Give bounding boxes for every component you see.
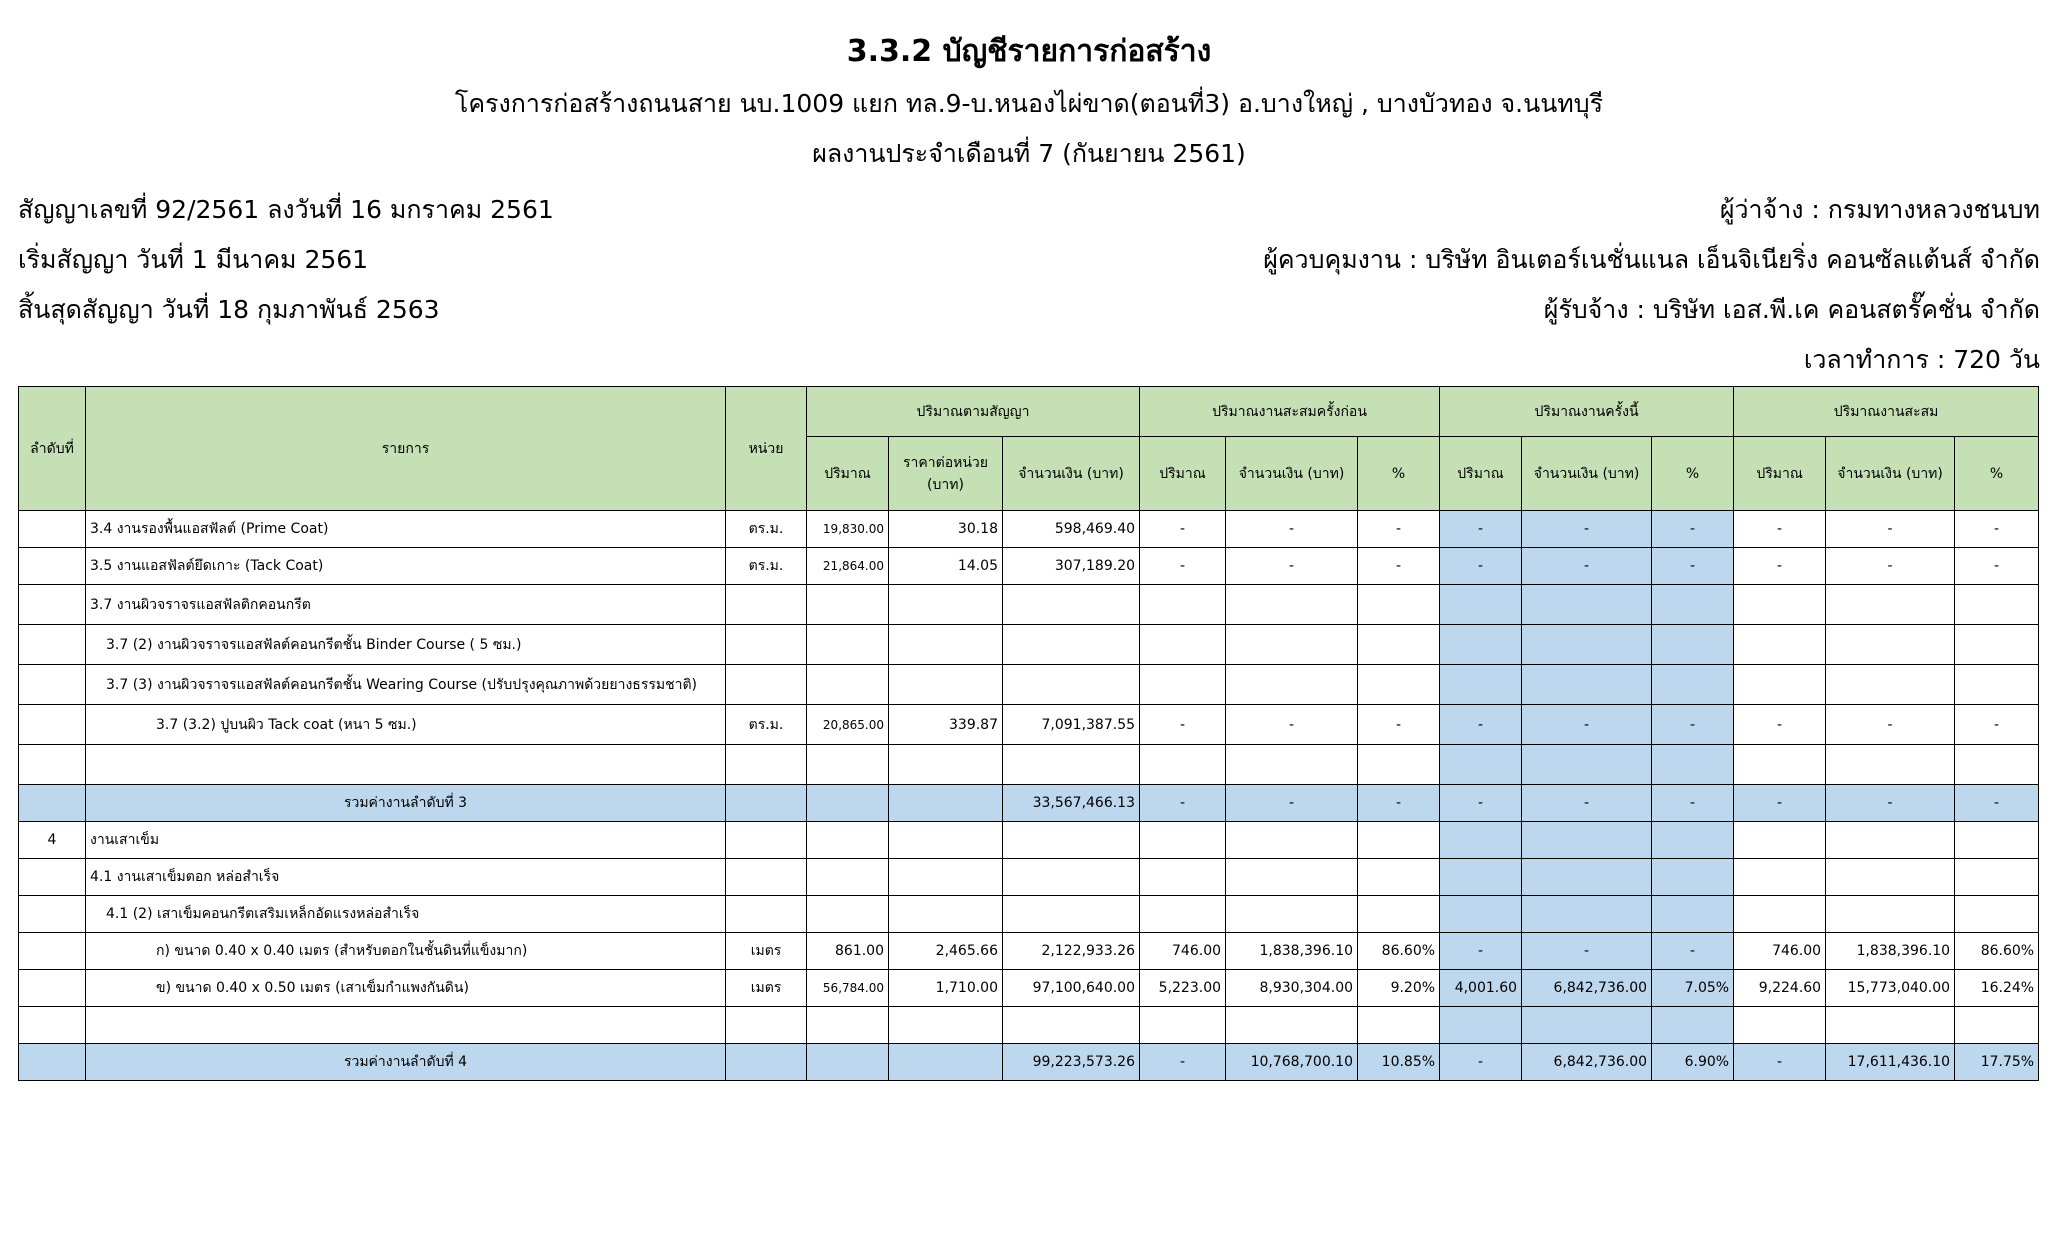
table-row-empty bbox=[19, 745, 2039, 785]
this-qty: 4,001.60 bbox=[1440, 970, 1522, 1007]
unit-price: 2,465.66 bbox=[889, 933, 1003, 970]
cum-qty: - bbox=[1734, 785, 1826, 822]
work-duration: เวลาทำการ : 720 วัน bbox=[1803, 345, 2040, 374]
subtotal-row-4 bbox=[19, 1044, 2039, 1081]
col-contract-qty: ปริมาณ bbox=[807, 437, 889, 511]
contract-amount: 307,189.20 bbox=[1003, 548, 1140, 585]
col-unit: หน่วย bbox=[726, 387, 807, 511]
table-row bbox=[19, 822, 2039, 859]
table-row bbox=[19, 548, 2039, 585]
prev-qty: 5,223.00 bbox=[1140, 970, 1226, 1007]
this-pct: - bbox=[1652, 785, 1734, 822]
item-label: งานผิวจราจรแอสฟัลต์คอนกรีตชั้น Binder Course ( 5 ซม.) bbox=[157, 636, 522, 653]
subtotal-amount: 33,567,466.13 bbox=[1003, 785, 1140, 822]
subtotal-amount: 99,223,573.26 bbox=[1003, 1044, 1140, 1081]
col-group-cum: ปริมาณงานสะสม bbox=[1734, 387, 2039, 437]
cum-qty: - bbox=[1734, 548, 1826, 585]
col-this-qty: ปริมาณ bbox=[1440, 437, 1522, 511]
unit: ตร.ม. bbox=[726, 511, 807, 548]
this-pct: - bbox=[1652, 933, 1734, 970]
unit: เมตร bbox=[726, 970, 807, 1007]
this-amount: - bbox=[1522, 933, 1652, 970]
table-row bbox=[19, 933, 2039, 970]
contract-amount: 2,122,933.26 bbox=[1003, 933, 1140, 970]
this-amount: - bbox=[1522, 785, 1652, 822]
item-name: 4.1 งานเสาเข็มตอก หล่อสำเร็จ bbox=[86, 859, 726, 896]
col-cum-qty: ปริมาณ bbox=[1734, 437, 1826, 511]
item-name: ข) ขนาด 0.40 x 0.50 เมตร (เสาเข็มกำแพงกันดิน) bbox=[86, 970, 726, 1007]
prev-pct: - bbox=[1358, 511, 1440, 548]
table-row bbox=[19, 625, 2039, 665]
table-row bbox=[19, 511, 2039, 548]
prev-pct: 10.85% bbox=[1358, 1044, 1440, 1081]
prev-qty: 746.00 bbox=[1140, 933, 1226, 970]
table-row bbox=[19, 665, 2039, 705]
unit-price-label: ราคาต่อหน่วย bbox=[903, 454, 988, 471]
this-qty: - bbox=[1440, 933, 1522, 970]
prev-pct: 86.60% bbox=[1358, 933, 1440, 970]
item-name: ก) ขนาด 0.40 x 0.40 เมตร (สำหรับตอกในชั้นดินที่แข็งมาก) bbox=[86, 933, 726, 970]
unit-price: 1,710.00 bbox=[889, 970, 1003, 1007]
this-qty: - bbox=[1440, 705, 1522, 745]
cum-qty: 746.00 bbox=[1734, 933, 1826, 970]
prev-amount: - bbox=[1226, 705, 1358, 745]
subtotal-label: รวมค่างานลำดับที่ 4 bbox=[86, 1044, 726, 1081]
this-pct: - bbox=[1652, 511, 1734, 548]
this-pct: - bbox=[1652, 548, 1734, 585]
item-code: 4.1 (2) bbox=[106, 906, 153, 922]
this-qty: - bbox=[1440, 785, 1522, 822]
col-prev-amount: จำนวนเงิน (บาท) bbox=[1226, 437, 1358, 511]
construction-items-table bbox=[18, 386, 2039, 1081]
item-name: 3.7 งานผิวจราจรแอสฟัลติกคอนกรีต bbox=[86, 585, 726, 625]
contract-qty: 861.00 bbox=[807, 933, 889, 970]
unit: ตร.ม. bbox=[726, 705, 807, 745]
header-row-1 bbox=[19, 387, 2039, 437]
cum-qty: - bbox=[1734, 705, 1826, 745]
this-pct: - bbox=[1652, 705, 1734, 745]
col-prev-qty: ปริมาณ bbox=[1140, 437, 1226, 511]
report-period: ผลงานประจำเดือนที่ 7 (กันยายน 2561) bbox=[812, 139, 1246, 168]
item-label: งานผิวจราจรแอสฟัลต์คอนกรีตชั้น Wearing Course (ปรับปรุงคุณภาพด้วยยางธรรมชาติ) bbox=[157, 676, 698, 693]
item-name: 3.7 (3.2) ปูบนผิว Tack coat (หนา 5 ซม.) bbox=[86, 705, 726, 745]
item-code: 3.7 (3) bbox=[106, 676, 153, 693]
col-group-contract: ปริมาณตามสัญญา bbox=[807, 387, 1140, 437]
contract-number: สัญญาเลขที่ 92/2561 ลงวันที่ 16 มกราคม 2561 bbox=[18, 195, 554, 224]
cum-amount: 15,773,040.00 bbox=[1826, 970, 1955, 1007]
item-name bbox=[86, 625, 726, 665]
item-name bbox=[86, 896, 726, 933]
prev-qty: - bbox=[1140, 785, 1226, 822]
this-amount: - bbox=[1522, 511, 1652, 548]
item-code: 3.7 (2) bbox=[106, 636, 153, 653]
cum-pct: - bbox=[1955, 705, 2039, 745]
cum-amount: - bbox=[1826, 511, 1955, 548]
item-name: งานเสาเข็ม bbox=[86, 822, 726, 859]
col-group-this: ปริมาณงานครั้งนี้ bbox=[1440, 387, 1734, 437]
contract-qty: 56,784.00 bbox=[807, 970, 889, 1007]
col-this-amount: จำนวนเงิน (บาท) bbox=[1522, 437, 1652, 511]
unit-price-currency: (บาท) bbox=[927, 476, 964, 493]
this-pct: 7.05% bbox=[1652, 970, 1734, 1007]
prev-amount: - bbox=[1226, 548, 1358, 585]
col-this-pct: % bbox=[1652, 437, 1734, 511]
contract-qty: 19,830.00 bbox=[807, 511, 889, 548]
contract-qty: 21,864.00 bbox=[807, 548, 889, 585]
cum-qty: - bbox=[1734, 511, 1826, 548]
this-qty: - bbox=[1440, 1044, 1522, 1081]
employer: ผู้ว่าจ้าง : กรมทางหลวงชนบท bbox=[1719, 195, 2040, 224]
table-row bbox=[19, 859, 2039, 896]
contract-start: เริ่มสัญญา วันที่ 1 มีนาคม 2561 bbox=[18, 245, 369, 274]
this-qty: - bbox=[1440, 548, 1522, 585]
prev-pct: - bbox=[1358, 785, 1440, 822]
this-amount: - bbox=[1522, 705, 1652, 745]
cum-pct: 16.24% bbox=[1955, 970, 2039, 1007]
prev-amount: 1,838,396.10 bbox=[1226, 933, 1358, 970]
cum-amount: 1,838,396.10 bbox=[1826, 933, 1955, 970]
contract-amount: 598,469.40 bbox=[1003, 511, 1140, 548]
col-group-prev: ปริมาณงานสะสมครั้งก่อน bbox=[1140, 387, 1440, 437]
cum-pct: - bbox=[1955, 511, 2039, 548]
unit-price: 14.05 bbox=[889, 548, 1003, 585]
contract-qty: 20,865.00 bbox=[807, 705, 889, 745]
this-pct: 6.90% bbox=[1652, 1044, 1734, 1081]
this-amount: 6,842,736.00 bbox=[1522, 970, 1652, 1007]
contract-amount: 97,100,640.00 bbox=[1003, 970, 1140, 1007]
subtotal-label: รวมค่างานลำดับที่ 3 bbox=[86, 785, 726, 822]
this-qty: - bbox=[1440, 511, 1522, 548]
unit: เมตร bbox=[726, 933, 807, 970]
prev-amount: - bbox=[1226, 785, 1358, 822]
contractor: ผู้รับจ้าง : บริษัท เอส.พี.เค คอนสตรั๊คชั่น จำกัด bbox=[1543, 295, 2040, 324]
col-contract-amount: จำนวนเงิน (บาท) bbox=[1003, 437, 1140, 511]
unit: ตร.ม. bbox=[726, 548, 807, 585]
col-cum-pct: % bbox=[1955, 437, 2039, 511]
contract-amount: 7,091,387.55 bbox=[1003, 705, 1140, 745]
table-row bbox=[19, 585, 2039, 625]
page-title: 3.3.2 บัญชีรายการก่อสร้าง bbox=[846, 34, 1212, 69]
unit-price: 339.87 bbox=[889, 705, 1003, 745]
cum-pct: 17.75% bbox=[1955, 1044, 2039, 1081]
prev-qty: - bbox=[1140, 548, 1226, 585]
prev-pct: 9.20% bbox=[1358, 970, 1440, 1007]
table-row bbox=[19, 705, 2039, 745]
col-cum-amount: จำนวนเงิน (บาท) bbox=[1826, 437, 1955, 511]
unit-price: 30.18 bbox=[889, 511, 1003, 548]
cum-pct: 86.60% bbox=[1955, 933, 2039, 970]
item-name: 3.4 งานรองพื้นแอสฟัลต์ (Prime Coat) bbox=[86, 511, 726, 548]
table-row-empty bbox=[19, 1007, 2039, 1044]
col-prev-pct: % bbox=[1358, 437, 1440, 511]
this-amount: 6,842,736.00 bbox=[1522, 1044, 1652, 1081]
cum-qty: 9,224.60 bbox=[1734, 970, 1826, 1007]
col-contract-price bbox=[889, 437, 1003, 511]
prev-pct: - bbox=[1358, 705, 1440, 745]
item-name: 3.5 งานแอสฟัลต์ยึดเกาะ (Tack Coat) bbox=[86, 548, 726, 585]
cum-amount: - bbox=[1826, 785, 1955, 822]
table-row bbox=[19, 970, 2039, 1007]
col-no: ลำดับที่ bbox=[19, 387, 86, 511]
prev-pct: - bbox=[1358, 548, 1440, 585]
cum-pct: - bbox=[1955, 785, 2039, 822]
prev-qty: - bbox=[1140, 705, 1226, 745]
cum-amount: 17,611,436.10 bbox=[1826, 1044, 1955, 1081]
prev-qty: - bbox=[1140, 511, 1226, 548]
cum-qty: - bbox=[1734, 1044, 1826, 1081]
project-subtitle: โครงการก่อสร้างถนนสาย นบ.1009 แยก ทล.9-บ.หนองไผ่ขาด(ตอนที่3) อ.บางใหญ่ , บางบัวทอง จ.นนทบุรี bbox=[454, 89, 1604, 118]
supervisor: ผู้ควบคุมงาน : บริษัท อินเตอร์เนชั่นแนล เอ็นจิเนียริ่ง คอนซัลแต้นส์ จำกัด bbox=[1263, 245, 2040, 274]
cum-pct: - bbox=[1955, 548, 2039, 585]
table-row bbox=[19, 896, 2039, 933]
item-number: 4 bbox=[19, 822, 86, 859]
item-name bbox=[86, 665, 726, 705]
prev-qty: - bbox=[1140, 1044, 1226, 1081]
prev-amount: - bbox=[1226, 511, 1358, 548]
this-amount: - bbox=[1522, 548, 1652, 585]
item-label: เสาเข็มคอนกรีตเสริมเหล็กอัดแรงหล่อสำเร็จ bbox=[157, 906, 420, 922]
cum-amount: - bbox=[1826, 705, 1955, 745]
col-item: รายการ bbox=[86, 387, 726, 511]
prev-amount: 10,768,700.10 bbox=[1226, 1044, 1358, 1081]
contract-end: สิ้นสุดสัญญา วันที่ 18 กุมภาพันธ์ 2563 bbox=[18, 295, 440, 324]
subtotal-row-3 bbox=[19, 785, 2039, 822]
prev-amount: 8,930,304.00 bbox=[1226, 970, 1358, 1007]
cum-amount: - bbox=[1826, 548, 1955, 585]
